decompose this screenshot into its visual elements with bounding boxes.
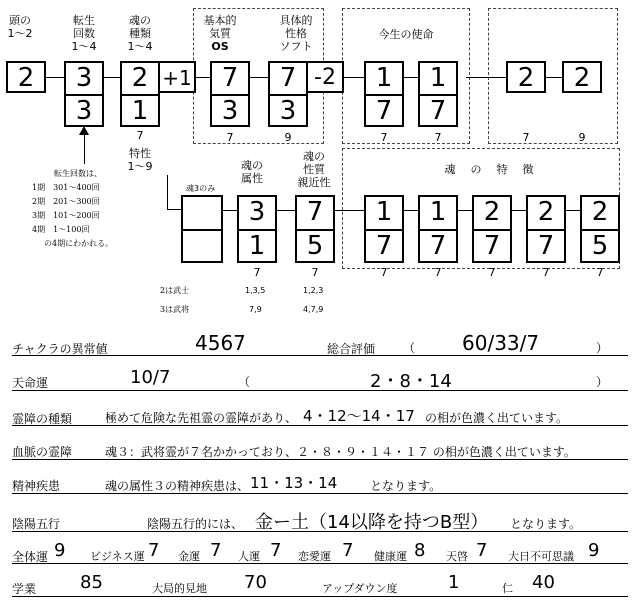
seishitsu-box xyxy=(295,195,335,263)
below-feature4: 7 xyxy=(542,266,550,279)
seishitsu-bottom: 5 xyxy=(306,231,324,261)
below-mission1: 7 xyxy=(380,131,388,144)
feature-box-2 xyxy=(418,195,458,263)
below-zokusei: 7 xyxy=(253,266,261,279)
luck-value-0: 9 xyxy=(54,540,66,561)
inyou-text-b: となります。 xyxy=(510,517,582,531)
underline xyxy=(12,459,628,460)
feature3-top: 2 xyxy=(483,197,501,227)
seishin-text-b: となります。 xyxy=(370,479,442,493)
connector xyxy=(335,210,364,211)
below-soul-type: 7 xyxy=(136,129,144,142)
connector xyxy=(466,77,506,78)
mission2-bottom: 7 xyxy=(429,96,447,126)
underline xyxy=(12,390,628,391)
connector xyxy=(566,210,580,211)
sougou-open: （ xyxy=(403,341,416,355)
last-label-3: 仁 xyxy=(502,582,513,595)
seishitsu-top: 7 xyxy=(306,197,324,227)
label-mission: 今生の使命 xyxy=(378,28,434,41)
connector xyxy=(167,175,168,209)
tenmei-detail: 2・8・14 xyxy=(370,371,452,392)
label-tensei: 転生 回数 1～4 xyxy=(71,14,97,53)
inyou-value: 金ー土（14以降を持つB型） xyxy=(255,512,489,533)
luck-value-1: 7 xyxy=(148,540,160,561)
chakra-value: 4567 xyxy=(195,331,246,355)
note-busho: 3は武将 xyxy=(160,305,190,314)
label-kihon: 基本的 気質 OS xyxy=(203,14,237,53)
zokusei-bottom: 1 xyxy=(248,231,266,261)
below-seishitsu: 7 xyxy=(311,266,319,279)
tenmei-close: ） xyxy=(596,375,609,389)
label-tamashii: 魂の 種類 1～4 xyxy=(127,14,153,53)
luck-label-3: 人運 xyxy=(238,550,260,563)
feature1-top: 1 xyxy=(375,197,393,227)
below-feature5: 7 xyxy=(596,266,604,279)
inyou-label: 陰陽五行 xyxy=(12,517,61,531)
sougou-value: 60/33/7 xyxy=(462,331,540,355)
connector xyxy=(458,210,472,211)
soft-bottom: 3 xyxy=(279,96,297,126)
below-feature1: 7 xyxy=(380,266,388,279)
tenmei-value: 10/7 xyxy=(130,367,171,388)
connector xyxy=(512,210,526,211)
luck-value-6: 7 xyxy=(476,540,488,561)
below-soft: 9 xyxy=(284,131,292,144)
feature-box-3 xyxy=(472,195,512,263)
last-label-2: アップダウン度 xyxy=(322,582,398,595)
last-value-3: 40 xyxy=(532,572,555,593)
connector xyxy=(104,77,120,78)
feature-box-4 xyxy=(526,195,566,263)
connector xyxy=(404,210,418,211)
connector xyxy=(404,77,418,78)
connector xyxy=(344,77,364,78)
below-extra1: 7 xyxy=(522,131,530,144)
label-seishitsu: 魂の 性質 親近性 xyxy=(297,150,331,189)
feature1-bottom: 7 xyxy=(375,231,393,261)
mission2-top: 1 xyxy=(429,63,447,93)
chakra-label: チャクラの異常値 xyxy=(12,342,108,356)
luck-value-3: 7 xyxy=(270,540,282,561)
soul-type-bottom: 1 xyxy=(131,96,149,126)
underline xyxy=(12,355,628,356)
reincarnation-note: 転生回数は、 1期 301～400回 2期 201～300回 3期 101～200回 4期 1～100回 の4期にわかれる。 xyxy=(32,169,114,248)
label-tokusei: 特性 1～9 xyxy=(127,147,153,173)
reishou-text-a: 極めて危険な先祖霊の霊障があり、 xyxy=(105,411,298,425)
reishou-nums: 4・12～14・17 xyxy=(303,407,415,425)
feature-box-5 xyxy=(580,195,620,263)
seishin-label: 精神疾患 xyxy=(12,479,61,493)
connector xyxy=(167,209,181,210)
note-bushi-b: 1,2,3 xyxy=(303,286,324,295)
luck-label-6: 天啓 xyxy=(446,550,468,563)
feature3-bottom: 7 xyxy=(483,231,501,261)
connector xyxy=(546,77,562,78)
plus-one-box xyxy=(158,61,196,93)
connector xyxy=(250,77,268,78)
feature5-top: 2 xyxy=(591,197,609,227)
feature4-top: 2 xyxy=(537,197,555,227)
seishin-nums: 11・13・14 xyxy=(250,474,338,492)
note-busho-b: 4,7,9 xyxy=(303,305,324,314)
luck-value-7: 9 xyxy=(588,540,600,561)
reishou-text-b: の相が色濃く出ています。 xyxy=(425,411,569,425)
label-gutai: 具体的 性格 ソフト xyxy=(279,14,313,53)
mission-box-2 xyxy=(418,61,458,127)
underline xyxy=(12,563,628,564)
minus-two-box xyxy=(306,61,344,93)
luck-label-2: 金運 xyxy=(178,550,200,563)
soft-box xyxy=(268,61,308,127)
soul-type-box xyxy=(120,61,160,127)
connector xyxy=(196,77,210,78)
last-value-0: 85 xyxy=(80,572,103,593)
reincarnation-bottom: 3 xyxy=(75,96,93,126)
zokusei-top: 3 xyxy=(248,197,266,227)
luck-label-7: 大日不可思議 xyxy=(508,550,574,563)
luck-label-4: 恋愛運 xyxy=(298,550,331,563)
extra-box-1 xyxy=(506,61,546,93)
note-bushi-a: 1,3,5 xyxy=(245,286,266,295)
feature-box-1 xyxy=(364,195,404,263)
tenmei-label: 天命運 xyxy=(12,376,49,390)
ketsumyaku-label: 血脈の霊障 xyxy=(12,445,73,459)
luck-label-5: 健康運 xyxy=(374,550,407,563)
below-feature2: 7 xyxy=(434,266,442,279)
feature2-bottom: 7 xyxy=(429,231,447,261)
sougou-close: ） xyxy=(596,341,609,355)
mission1-top: 1 xyxy=(375,63,393,93)
below-feature3: 7 xyxy=(488,266,496,279)
label-soul3only: 魂3のみ xyxy=(186,184,216,193)
last-row xyxy=(12,572,632,596)
os-bottom: 3 xyxy=(221,96,239,126)
reishou-label: 霊障の種類 xyxy=(12,412,73,426)
underline xyxy=(12,493,628,494)
last-label-1: 大局的見地 xyxy=(152,582,207,595)
feature2-top: 1 xyxy=(429,197,447,227)
underline xyxy=(12,531,628,532)
underline xyxy=(12,425,628,426)
connector xyxy=(223,210,237,211)
below-mission2: 7 xyxy=(434,131,442,144)
minus-two: -2 xyxy=(314,65,336,90)
luck-label-0: 全体運 xyxy=(12,550,49,564)
arrow-shaft xyxy=(84,134,85,164)
inyou-text-a: 陰陽五行的には、 xyxy=(147,517,244,531)
extra2-value: 2 xyxy=(573,63,591,93)
label-atama: 頭の 1～2 xyxy=(7,14,33,40)
extra-box-2 xyxy=(562,61,602,93)
extra1-value: 2 xyxy=(517,63,535,93)
below-extra2: 9 xyxy=(578,131,586,144)
last-label-0: 学業 xyxy=(12,582,37,596)
zokusei-box xyxy=(237,195,277,263)
tenmei-open: （ xyxy=(238,375,251,389)
connector xyxy=(46,77,64,78)
mission1-bottom: 7 xyxy=(375,96,393,126)
luck-value-5: 8 xyxy=(414,540,426,561)
arrow-up-icon xyxy=(79,126,89,135)
luck-row xyxy=(12,540,632,564)
luck-value-4: 7 xyxy=(342,540,354,561)
sougou-label: 総合評価 xyxy=(327,342,376,356)
feature4-bottom: 7 xyxy=(537,231,555,261)
note-bushi: 2は武士 xyxy=(160,286,190,295)
soft-top: 7 xyxy=(279,63,297,93)
mission-box-1 xyxy=(364,61,404,127)
plus-one: +1 xyxy=(162,66,192,90)
last-value-2: 1 xyxy=(448,572,460,593)
below-os: 7 xyxy=(226,131,234,144)
label-zokusei: 魂の 属性 xyxy=(241,159,263,185)
connector xyxy=(277,210,295,211)
label-tokuchou: 魂 の 特 徴 xyxy=(444,163,536,176)
reincarnation-box xyxy=(64,61,104,127)
ketsumyaku-text: 魂３：武将霊が７名かかっており、２・８・９・１４・１７ の相が色濃く出ています。 xyxy=(105,445,576,459)
note-busho-a: 7,9 xyxy=(249,305,262,314)
os-box xyxy=(210,61,250,127)
os-top: 7 xyxy=(221,63,239,93)
luck-label-1: ビジネス運 xyxy=(90,550,145,563)
soul3-empty-box xyxy=(181,195,223,263)
luck-value-2: 7 xyxy=(210,540,222,561)
reincarnation-top: 3 xyxy=(75,63,93,93)
underline xyxy=(12,596,628,597)
head-box xyxy=(6,61,46,93)
seishin-text-a: 魂の属性３の精神疾患は、 xyxy=(105,479,250,493)
last-value-1: 70 xyxy=(244,572,267,593)
head-value: 2 xyxy=(17,63,35,93)
feature5-bottom: 5 xyxy=(591,231,609,261)
soul-type-top: 2 xyxy=(131,63,149,93)
